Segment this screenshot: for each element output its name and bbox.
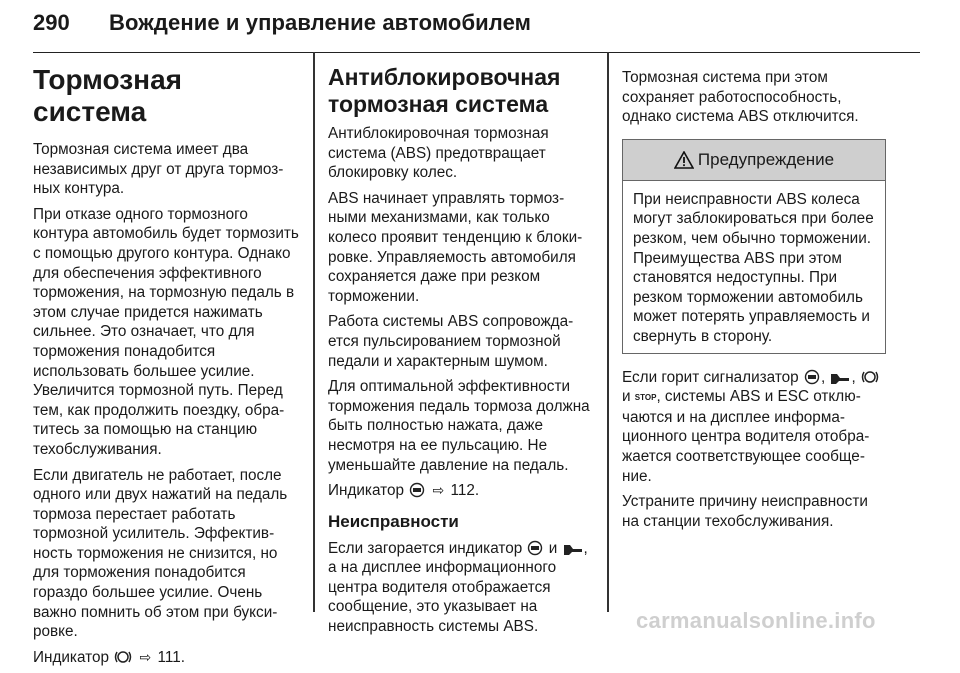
abs-icon: [408, 482, 426, 498]
column-brake-system: [33, 52, 299, 673]
fault-text: Если загорается индикатор: [328, 539, 523, 557]
conjunction-text: и: [548, 539, 558, 557]
watermark: carmanualsonline.info: [636, 608, 876, 633]
separator-text: ,: [820, 368, 826, 386]
indicator-reference: [328, 481, 593, 501]
wrench-icon: [829, 371, 851, 385]
warning-box: [622, 139, 886, 354]
page-reference-arrow-icon: ⇨: [432, 482, 445, 499]
paragraph: Антиблокировочная тормозная система (ABS) предотвращает блокировку колес.: [328, 125, 549, 182]
section-heading-brake-system: Тормозная система: [33, 64, 182, 127]
page-number: 290: [33, 10, 70, 35]
section-heading-abs: Антиблокировочная тормозная система: [328, 64, 561, 117]
paragraph-faults: [328, 539, 593, 637]
subheading-faults: Неисправности: [328, 511, 459, 531]
paragraph: ABS начинает управлять тормозными механизмами, как только колесо проявит тенденцию к блокировке. Управляемость автомобиля сохраняется даже при резком торможении.: [328, 189, 583, 305]
abs-icon: [526, 540, 544, 556]
brake-warning-icon: [860, 369, 880, 385]
paragraph: Работа системы ABS сопровождается пульсированием тормозной педали и характерным шумом.: [328, 313, 574, 370]
paragraph: Тормозная система имеет два независимых друг от друга тормозных контура.: [33, 141, 284, 198]
running-title: Вождение и управление автомобилем: [109, 10, 531, 35]
paragraph: Если двигатель не работает, после одного или двух нажатий на педаль тормоза перестает работать тормозной усилитель. Эффективность торможения не снизится, но для торможения понадобится гораздо большее усилие. Очень важно помнить об этом при буксировке.: [33, 466, 288, 641]
indicator-label: Индикатор: [328, 482, 404, 500]
paragraph: При отказе одного тормозного контура автомобиль будет тормозить с помощью другого контура. Однако для обеспечения эффективного торможения, на тормозную педаль в этом случае придется нажимать сильнее. Это означает, что для торможения понадобится использовать большее усилие. Увеличится тормозной путь. Перед тем, как продолжить поездку, обратитесь за помощью на станцию техобслуживания.: [33, 205, 299, 458]
paragraph-lamps: [622, 368, 886, 487]
column-abs: [328, 52, 593, 643]
fault-text: , а на дисплее информационного центра водителя отображается сообщение, это указывает на неисправность системы ABS.: [328, 539, 588, 636]
column-divider: [607, 52, 609, 612]
indicator-page[interactable]: 111.: [157, 648, 185, 666]
warning-title: Предупреждение: [697, 149, 835, 169]
indicator-page[interactable]: 112.: [450, 482, 480, 500]
paragraph: Устраните причину неисправности на станции техобслуживания.: [622, 493, 868, 530]
indicator-label: Индикатор: [33, 648, 109, 666]
page-reference-arrow-icon: ⇨: [139, 648, 152, 665]
paragraph: Для оптимальной эффективности торможения педаль тормоза должна быть полностью нажата, даже несмотря на ее пульсацию. Не уменьшайте давление на педаль.: [328, 378, 590, 474]
warning-body: [623, 181, 885, 353]
separator-text: ,: [851, 368, 856, 386]
lamps-text: , системы ABS и ESC отключаются и на дисплее информационного центра водителя отображается соответствующее сообщение.: [622, 388, 870, 485]
page-header: [33, 0, 920, 53]
paragraph: Тормозная система при этом сохраняет работоспособность, однако система ABS отключится.: [622, 69, 859, 126]
wrench-icon: [562, 542, 584, 556]
lamps-text: Если горит сигнализатор: [622, 368, 799, 386]
conjunction-text: и: [622, 388, 631, 406]
abs-icon: [803, 369, 821, 385]
warning-triangle-icon: [674, 151, 694, 169]
indicator-reference: [33, 648, 299, 668]
column-divider: [313, 52, 315, 612]
warning-text: При неисправности ABS колеса могут заблокироваться при более резком, чем обычно торможении. Преимущества ABS при этом становятся недоступны. При резком торможении автомобиль может потерять управляемость и свернуть в сторону.: [633, 190, 874, 345]
stop-indicator-label: STOP: [634, 393, 657, 403]
warning-header: [623, 140, 885, 181]
column-abs-continued: [622, 52, 886, 537]
brake-warning-icon: [113, 649, 133, 665]
